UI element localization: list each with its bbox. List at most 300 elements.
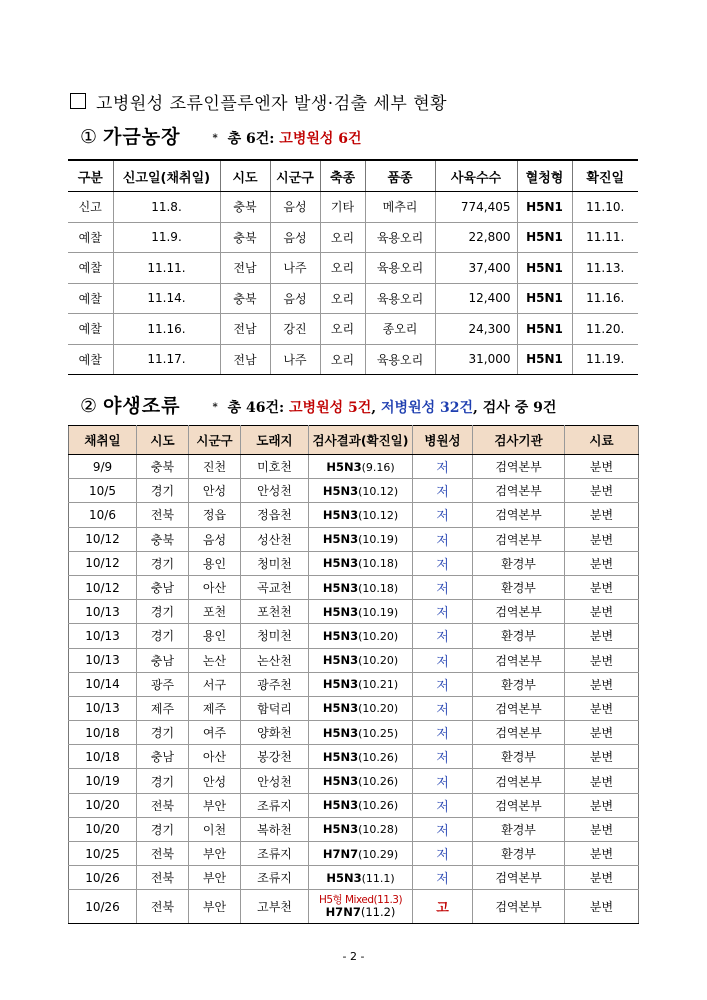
table-cell: 11.10. [572,192,638,223]
confirm-date: (10.19) [358,605,399,619]
table-row [69,575,639,599]
document-title [70,88,447,114]
test-result-cell [309,890,413,924]
wild-bird-table [68,425,639,924]
table-cell: 예찰 [68,283,113,314]
site-cell: 청미천 [241,624,309,648]
site-cell: 미호천 [241,455,309,479]
district-cell: 여주 [189,721,241,745]
pathogenicity-cell: 저 [413,842,473,866]
collection-date-cell: 10/13 [69,624,137,648]
table-cell: 음성 [270,283,320,314]
test-result-cell [309,455,413,479]
document-title-text: 고병원성 조류인플루엔자 발생·검출 세부 현황 [96,93,448,114]
agency-cell: 검역본부 [473,721,565,745]
column-header: 축종 [320,160,365,192]
test-result-cell [309,817,413,841]
pathogenicity-cell: 저 [413,696,473,720]
section-number: ① [80,126,98,148]
table-cell: 전남 [220,253,270,284]
site-cell: 양화천 [241,721,309,745]
province-cell: 경기 [137,769,189,793]
pathogenicity-cell: 저 [413,648,473,672]
column-header: 병원성 [413,426,473,455]
column-header: 구분 [68,160,113,192]
test-result-cell [309,769,413,793]
site-cell: 논산천 [241,648,309,672]
pathogenicity-cell: 저 [413,866,473,890]
table-cell: 육용오리 [365,283,435,314]
sample-cell: 분변 [565,503,639,527]
table-header-row [69,426,639,455]
province-cell: 충남 [137,648,189,672]
table-cell: 11.11. [572,222,638,253]
agency-cell: 환경부 [473,817,565,841]
province-cell: 경기 [137,479,189,503]
province-cell: 전북 [137,866,189,890]
province-cell: 경기 [137,600,189,624]
serotype: H5N3 [322,677,359,692]
sample-cell: 분변 [565,672,639,696]
table-cell: 11.16. [572,283,638,314]
table-cell: H5N1 [517,253,572,284]
site-cell: 함덕리 [241,696,309,720]
table-cell: 오리 [320,222,365,253]
test-result-cell [309,503,413,527]
district-cell: 부안 [189,842,241,866]
serotype-line [309,906,412,918]
test-result-cell [309,842,413,866]
pathogenicity-cell: 저 [413,745,473,769]
confirm-date: (10.18) [358,581,399,595]
sample-cell: 분변 [565,648,639,672]
section-summary [212,397,556,417]
collection-date-cell: 10/14 [69,672,137,696]
table-cell: 11.9. [113,222,220,253]
column-header: 확진일 [572,160,638,192]
province-cell: 전북 [137,503,189,527]
district-cell: 부안 [189,866,241,890]
sample-cell: 분변 [565,793,639,817]
table-cell: 종오리 [365,314,435,345]
table-cell: 오리 [320,314,365,345]
province-cell: 경기 [137,624,189,648]
sample-cell: 분변 [565,817,639,841]
table-cell: 육용오리 [365,222,435,253]
table-header-row [68,160,638,192]
serotype: H5N3 [322,604,359,619]
table-row [68,344,638,375]
district-cell: 부안 [189,890,241,924]
column-header: 사육수수 [435,160,517,192]
collection-date-cell: 10/20 [69,817,137,841]
district-cell: 용인 [189,624,241,648]
table-cell: 37,400 [435,253,517,284]
collection-date-cell: 10/6 [69,503,137,527]
agency-cell: 검역본부 [473,793,565,817]
pathogenicity-cell: 저 [413,575,473,599]
serotype: H5N3 [322,701,359,716]
table-cell: 11.20. [572,314,638,345]
serotype: H7N7 [322,846,359,861]
table-cell: 오리 [320,344,365,375]
note-separator: , [473,400,478,416]
sample-cell: 분변 [565,575,639,599]
pathogenicity-cell: 저 [413,672,473,696]
table-cell: H5N1 [517,222,572,253]
table-row [69,817,639,841]
agency-cell: 검역본부 [473,503,565,527]
site-cell: 포천천 [241,600,309,624]
table-row [69,866,639,890]
serotype: H5N3 [322,749,359,764]
province-cell: 제주 [137,696,189,720]
test-result-cell [309,624,413,648]
pathogenicity-cell: 저 [413,479,473,503]
confirm-date: (9.16) [361,460,395,474]
confirm-date: (10.26) [358,799,399,813]
section-number: ② [80,395,98,417]
province-cell: 전북 [137,793,189,817]
agency-cell: 환경부 [473,551,565,575]
pathogenicity-cell: 저 [413,503,473,527]
confirm-date: (10.19) [358,533,399,547]
table-cell: 나주 [270,253,320,284]
district-cell: 정읍 [189,503,241,527]
agency-cell: 검역본부 [473,866,565,890]
agency-cell: 환경부 [473,842,565,866]
confirm-date: (10.20) [358,654,399,668]
test-result-cell [309,696,413,720]
table-row [69,721,639,745]
table-cell: 강진 [270,314,320,345]
note-star: * [212,133,218,144]
note-pending: 검사 중 9건 [482,400,557,416]
confirm-date: (10.28) [358,823,399,837]
pathogenicity-cell: 저 [413,817,473,841]
collection-date-cell: 10/13 [69,648,137,672]
note-separator: , [371,400,377,416]
agency-cell: 환경부 [473,624,565,648]
table-cell: 예찰 [68,253,113,284]
collection-date-cell: 10/20 [69,793,137,817]
test-result-cell [309,479,413,503]
confirm-date: (10.12) [358,508,399,522]
page-number: - 2 - [342,950,365,963]
sample-cell: 분변 [565,624,639,648]
test-result-cell [309,600,413,624]
confirm-date: (10.21) [358,678,399,692]
confirm-date: (10.12) [358,484,399,498]
column-header: 신고일(채취일) [113,160,220,192]
column-header: 채취일 [69,426,137,455]
table-row [68,253,638,284]
table-cell: 12,400 [435,283,517,314]
note-high-pathogenic: 고병원성 5건 [289,400,372,416]
table-row [68,222,638,253]
table-cell: 전남 [220,344,270,375]
site-cell: 봉강천 [241,745,309,769]
serotype: H5N3 [322,580,359,595]
district-cell: 포천 [189,600,241,624]
column-header: 검사결과(확진일) [309,426,413,455]
confirm-date: (10.25) [358,726,399,740]
district-cell: 진천 [189,455,241,479]
test-result-cell [309,648,413,672]
column-header: 품종 [365,160,435,192]
table-cell: H5N1 [517,344,572,375]
table-cell: 31,000 [435,344,517,375]
district-cell: 아산 [189,575,241,599]
test-result-cell [309,793,413,817]
table-row [68,192,638,223]
table-cell: H5N1 [517,314,572,345]
agency-cell: 검역본부 [473,479,565,503]
serotype: H5N3 [326,870,362,885]
table-cell: 11.19. [572,344,638,375]
table-row [69,696,639,720]
serotype: H5N3 [322,725,359,740]
serotype: H5N3 [322,653,359,668]
site-cell: 정읍천 [241,503,309,527]
column-header: 시료 [565,426,639,455]
site-cell: 조류지 [241,793,309,817]
site-cell: 청미천 [241,551,309,575]
agency-cell: 검역본부 [473,648,565,672]
table-cell: 충북 [220,283,270,314]
pathogenicity-cell: 저 [413,624,473,648]
serotype: H5N3 [322,774,359,789]
district-cell: 서구 [189,672,241,696]
pathogenicity-cell: 저 [413,769,473,793]
sample-cell: 분변 [565,479,639,503]
sample-cell: 분변 [565,866,639,890]
table-cell: 오리 [320,283,365,314]
table-cell: 음성 [270,192,320,223]
table-cell: 11.14. [113,283,220,314]
column-header: 시도 [137,426,189,455]
table-cell: H5N1 [517,283,572,314]
district-cell: 제주 [189,696,241,720]
agency-cell: 환경부 [473,745,565,769]
pathogenicity-cell: 고 [413,890,473,924]
collection-date-cell: 10/12 [69,575,137,599]
collection-date-cell: 10/19 [69,769,137,793]
note-high-pathogenic: 고병원성 6건 [279,131,362,147]
note-total: 총 6건: [227,131,275,147]
site-cell: 성산천 [241,527,309,551]
serotype: H5N3 [322,798,359,813]
table-cell: 전남 [220,314,270,345]
table-row [69,793,639,817]
province-cell: 전북 [137,890,189,924]
district-cell: 안성 [189,479,241,503]
site-cell: 안성천 [241,479,309,503]
collection-date-cell: 10/26 [69,890,137,924]
site-cell: 곡교천 [241,575,309,599]
site-cell: 조류지 [241,842,309,866]
province-cell: 경기 [137,721,189,745]
district-cell: 용인 [189,551,241,575]
collection-date-cell: 10/12 [69,551,137,575]
table-cell: 육용오리 [365,253,435,284]
district-cell: 아산 [189,745,241,769]
table-row [69,672,639,696]
poultry-farm-table [68,159,638,375]
confirm-date: (10.20) [358,702,399,716]
test-result-cell [309,551,413,575]
confirm-date: (10.20) [358,629,399,643]
serotype: H5N3 [322,507,359,522]
district-cell: 부안 [189,793,241,817]
section-header-wild-birds [80,391,556,418]
table-cell: 음성 [270,222,320,253]
pathogenicity-cell: 저 [413,455,473,479]
column-header: 검사기관 [473,426,565,455]
table-row [69,551,639,575]
serotype: H5N3 [322,483,359,498]
table-cell: 신고 [68,192,113,223]
test-result-cell [309,745,413,769]
table-row [69,745,639,769]
table-row [69,600,639,624]
confirm-date: (10.26) [358,775,399,789]
table-cell: 예찰 [68,344,113,375]
confirm-date: (10.29) [358,847,399,861]
province-cell: 충북 [137,455,189,479]
pathogenicity-cell: 저 [413,600,473,624]
serotype: H5N3 [322,628,359,643]
table-cell: 오리 [320,253,365,284]
table-cell: 예찰 [68,314,113,345]
district-cell: 이천 [189,817,241,841]
agency-cell: 검역본부 [473,600,565,624]
collection-date-cell: 10/13 [69,696,137,720]
column-header: 혈청형 [517,160,572,192]
sample-cell: 분변 [565,600,639,624]
collection-date-cell: 9/9 [69,455,137,479]
table-cell: 육용오리 [365,344,435,375]
table-row [69,455,639,479]
agency-cell: 검역본부 [473,696,565,720]
table-cell: 11.16. [113,314,220,345]
agency-cell: 검역본부 [473,769,565,793]
table-row [69,842,639,866]
site-cell: 복하천 [241,817,309,841]
note-total: 총 46건: [227,400,285,416]
table-row [69,624,639,648]
collection-date-cell: 10/13 [69,600,137,624]
pathogenicity-cell: 저 [413,527,473,551]
province-cell: 경기 [137,817,189,841]
province-cell: 경기 [137,551,189,575]
table-cell: 24,300 [435,314,517,345]
mixed-result-line: H5형 Mixed(11.3) [318,894,403,907]
section-summary [212,128,361,148]
test-result-cell [309,721,413,745]
sample-cell: 분변 [565,696,639,720]
table-cell: 메추리 [365,192,435,223]
serotype: H5N3 [322,822,359,837]
table-cell: 예찰 [68,222,113,253]
checkbox-square-icon [70,93,86,109]
site-cell: 광주천 [241,672,309,696]
table-row [69,769,639,793]
collection-date-cell: 10/12 [69,527,137,551]
table-cell: 나주 [270,344,320,375]
site-cell: 조류지 [241,866,309,890]
table-row [68,314,638,345]
section-label: 가금농장 [103,126,181,148]
serotype: H5N3 [322,532,359,547]
sample-cell: 분변 [565,745,639,769]
sample-cell: 분변 [565,890,639,924]
district-cell: 논산 [189,648,241,672]
table-row [69,527,639,551]
table-cell: 22,800 [435,222,517,253]
note-low-pathogenic: 저병원성 32건 [381,400,474,416]
test-result-cell [309,866,413,890]
sample-cell: 분변 [565,842,639,866]
collection-date-cell: 10/25 [69,842,137,866]
table-row [69,648,639,672]
test-result-cell [309,527,413,551]
table-row [69,890,639,924]
confirm-date: (11.2) [360,905,396,920]
table-cell: 11.8. [113,192,220,223]
table-cell: 충북 [220,222,270,253]
serotype: H5N3 [326,459,362,474]
sample-cell: 분변 [565,551,639,575]
table-row [68,283,638,314]
confirm-date: (10.18) [358,557,399,571]
test-result-cell [309,672,413,696]
test-result-cell [309,575,413,599]
sample-cell: 분변 [565,527,639,551]
sample-cell: 분변 [565,721,639,745]
table-cell: 11.17. [113,344,220,375]
table-cell: H5N1 [517,192,572,223]
sample-cell: 분변 [565,769,639,793]
site-cell: 고부천 [241,890,309,924]
table-row [69,479,639,503]
collection-date-cell: 10/18 [69,745,137,769]
pathogenicity-cell: 저 [413,551,473,575]
district-cell: 안성 [189,769,241,793]
serotype: H7N7 [325,905,361,920]
column-header: 시도 [220,160,270,192]
collection-date-cell: 10/26 [69,866,137,890]
column-header: 도래지 [241,426,309,455]
sample-cell: 분변 [565,455,639,479]
province-cell: 충북 [137,527,189,551]
province-cell: 전북 [137,842,189,866]
table-cell: 기타 [320,192,365,223]
table-cell: 충북 [220,192,270,223]
column-header: 시군구 [189,426,241,455]
serotype: H5N3 [322,556,359,571]
collection-date-cell: 10/18 [69,721,137,745]
agency-cell: 환경부 [473,672,565,696]
agency-cell: 환경부 [473,575,565,599]
section-header-farms [80,122,362,149]
confirm-date: (11.1) [361,871,395,885]
province-cell: 충남 [137,575,189,599]
column-header: 시군구 [270,160,320,192]
pathogenicity-cell: 저 [413,793,473,817]
pathogenicity-cell: 저 [413,721,473,745]
section-label: 야생조류 [103,395,181,417]
